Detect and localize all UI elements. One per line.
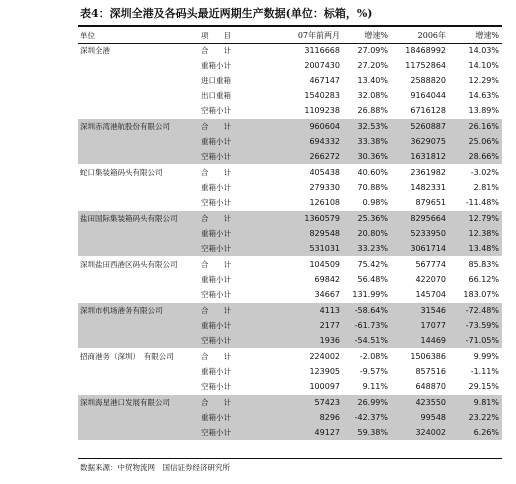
unit-cell [78,333,199,349]
table-row [78,149,502,165]
growth-2006-cell: 85.83% [449,257,502,273]
unit-cell [78,318,199,333]
unit-cell: 蛇口集装箱码头有限公司 [78,165,199,181]
growth-2006-cell: 14.63% [468,91,499,100]
unit-cell [78,364,199,379]
value-2006-cell: 11752864 [405,61,446,70]
table-row [78,73,502,88]
growth-2006-cell: 13.48% [449,241,502,257]
unit-cell [78,103,199,119]
table-row [78,134,502,149]
growth-2007-cell: 30.36% [343,149,391,165]
header-2006-value: 2006年 [417,31,446,40]
growth-2006-cell: 2.81% [473,183,499,192]
table-row [78,180,502,195]
table-row [78,257,502,273]
value-2006-cell: 145704 [415,290,446,299]
value-2006-cell: 857516 [415,367,446,376]
source-note: 数据来源：中贸物流网 国信证券经济研究所 [80,463,230,472]
table-row [78,395,502,411]
item-cell: 空箱小计 [201,290,231,299]
item-cell: 重箱小计 [199,134,283,149]
value-2007-cell: 279330 [309,183,340,192]
table-row [78,226,502,241]
value-2007-cell: 405438 [283,165,343,181]
item-cell: 合 计 [199,257,283,273]
growth-2007-cell: 33.38% [343,134,391,149]
value-2007-cell: 224002 [283,349,343,365]
table-row [78,211,502,227]
table-row [78,103,502,119]
table-row [78,364,502,379]
growth-2007-cell: 9.11% [362,382,388,391]
value-2006-cell: 423550 [391,395,449,411]
growth-2006-cell: 66.12% [468,275,499,284]
value-2006-cell: 8295664 [391,211,449,227]
value-2006-cell: 6716128 [410,106,446,115]
item-cell: 合 计 [199,349,283,365]
item-cell: 重箱小计 [201,275,231,284]
item-cell: 合 计 [199,303,283,319]
growth-2007-cell: 56.48% [357,275,388,284]
value-2007-cell: 531031 [283,241,343,257]
unit-cell: 深圳市机场港务有限公司 [78,303,199,319]
value-2007-cell: 104509 [283,257,343,273]
unit-cell [78,379,199,395]
value-2007-cell: 829548 [283,226,343,241]
item-cell: 重箱小计 [199,410,283,425]
item-cell: 空箱小计 [199,241,283,257]
item-cell: 合 计 [199,211,283,227]
value-2006-cell: 2588820 [410,76,446,85]
growth-2006-cell: 14.03% [468,46,499,55]
growth-2006-cell: 12.79% [449,211,502,227]
growth-2006-cell: 25.06% [449,134,502,149]
unit-cell [78,287,199,303]
table-row [78,333,502,349]
port-production-table [78,29,502,440]
unit-cell: 深圳盐田西港区码头有限公司 [78,257,199,273]
growth-2007-cell: 13.40% [357,76,388,85]
growth-2007-cell: 27.09% [357,46,388,55]
header-2006-growth: 增速% [475,31,499,40]
growth-2006-cell: 28.66% [449,149,502,165]
growth-2006-cell: 13.89% [468,106,499,115]
header-2007-growth: 增速% [364,31,388,40]
growth-2006-cell: 26.16% [449,119,502,135]
value-2007-cell: 467147 [309,76,340,85]
item-cell: 合 计 [199,119,283,135]
value-2006-cell: 1631812 [391,149,449,165]
item-cell: 重箱小计 [201,61,231,70]
table-row [78,379,502,395]
item-cell: 合 计 [199,165,283,181]
value-2006-cell: 567774 [391,257,449,273]
unit-cell [78,134,199,149]
growth-2007-cell: -61.73% [343,318,391,333]
growth-2007-cell: -2.08% [343,349,391,365]
table-row [78,43,502,58]
value-2006-cell: 3629075 [391,134,449,149]
item-cell: 合 计 [201,46,231,55]
header-unit: 单位 [80,31,95,40]
value-2007-cell: 57423 [283,395,343,411]
item-cell: 空箱小计 [201,198,231,207]
growth-2007-cell: 131.99% [352,290,388,299]
value-2007-cell: 126108 [309,198,340,207]
growth-2007-cell: 32.08% [357,91,388,100]
growth-2007-cell: 20.80% [343,226,391,241]
growth-2006-cell: 12.29% [468,76,499,85]
item-cell: 空箱小计 [199,425,283,440]
unit-cell [78,58,199,73]
item-cell: 合 计 [199,395,283,411]
table-top-rule [78,25,502,27]
value-2007-cell: 1360579 [283,211,343,227]
unit-cell: 深圳海星港口发展有限公司 [78,395,199,411]
value-2007-cell: 2007430 [304,61,340,70]
value-2006-cell: 422070 [415,275,446,284]
unit-cell [78,410,199,425]
value-2007-cell: 1936 [283,333,343,349]
growth-2006-cell: 29.15% [468,382,499,391]
value-2006-cell: 5233950 [391,226,449,241]
growth-2007-cell: 26.88% [357,106,388,115]
value-2007-cell: 69842 [314,275,340,284]
table-row [78,241,502,257]
growth-2006-cell: -73.59% [449,318,502,333]
value-2007-cell: 2177 [283,318,343,333]
value-2007-cell: 49127 [283,425,343,440]
value-2007-cell: 4113 [283,303,343,319]
growth-2007-cell: 26.99% [343,395,391,411]
growth-2006-cell: 183.07% [463,290,499,299]
table-row [78,349,502,365]
growth-2007-cell: 40.60% [343,165,391,181]
header-2007-value: 07年前两月 [297,31,340,40]
unit-cell [78,241,199,257]
unit-cell [78,195,199,211]
growth-2007-cell: 75.42% [343,257,391,273]
unit-cell: 盐田国际集装箱码头有限公司 [78,211,199,227]
growth-2006-cell: -71.05% [449,333,502,349]
value-2007-cell: 1109238 [304,106,340,115]
table-row [78,318,502,333]
growth-2007-cell: -9.57% [359,367,388,376]
table-row [78,425,502,440]
table-bottom-rule [78,458,502,459]
growth-2006-cell: 9.99% [449,349,502,365]
value-2006-cell: 1482331 [410,183,446,192]
unit-cell [78,180,199,195]
table-row [78,165,502,181]
item-cell: 空箱小计 [199,333,283,349]
item-cell: 空箱小计 [201,106,231,115]
growth-2007-cell: 27.20% [357,61,388,70]
value-2006-cell: 17077 [391,318,449,333]
value-2006-cell: 324002 [391,425,449,440]
item-cell: 出口重箱 [201,91,231,100]
value-2006-cell: 648870 [415,382,446,391]
growth-2006-cell: 6.26% [449,425,502,440]
unit-cell [78,226,199,241]
item-cell: 空箱小计 [201,382,231,391]
unit-cell [78,425,199,440]
growth-2007-cell: 0.98% [362,198,388,207]
growth-2006-cell: -11.48% [465,198,499,207]
unit-cell [78,149,199,165]
table-body [78,43,502,440]
table-row [78,303,502,319]
growth-2006-cell: 12.38% [449,226,502,241]
item-cell: 重箱小计 [199,226,283,241]
value-2007-cell: 123905 [309,367,340,376]
growth-2006-cell: 23.22% [449,410,502,425]
growth-2007-cell: 33.23% [343,241,391,257]
value-2007-cell: 3116668 [304,46,340,55]
growth-2006-cell: -72.48% [449,303,502,319]
table-row [78,119,502,135]
value-2006-cell: 99548 [391,410,449,425]
value-2006-cell: 2361982 [391,165,449,181]
unit-cell: 深圳全港 [80,46,110,55]
growth-2007-cell: -42.37% [343,410,391,425]
value-2007-cell: 694332 [283,134,343,149]
item-cell: 重箱小计 [199,318,283,333]
growth-2007-cell: 59.38% [343,425,391,440]
header-item: 项 目 [201,31,231,40]
growth-2006-cell: -3.02% [449,165,502,181]
unit-cell [78,272,199,287]
growth-2007-cell: 25.36% [343,211,391,227]
unit-cell [78,88,199,103]
value-2006-cell: 14469 [391,333,449,349]
growth-2007-cell: 32.53% [343,119,391,135]
growth-2007-cell: -58.64% [343,303,391,319]
unit-cell: 深圳赤湾港航股份有限公司 [78,119,199,135]
item-cell: 空箱小计 [199,149,283,165]
growth-2007-cell: -54.51% [343,333,391,349]
table-row [78,88,502,103]
growth-2006-cell: 14.10% [468,61,499,70]
unit-cell [78,73,199,88]
value-2006-cell: 3061714 [391,241,449,257]
value-2006-cell: 5260887 [391,119,449,135]
item-cell: 重箱小计 [201,183,231,192]
growth-2007-cell: 70.88% [357,183,388,192]
header-row [78,29,502,43]
item-cell: 重箱小计 [201,367,231,376]
value-2007-cell: 266272 [283,149,343,165]
table-row [78,287,502,303]
value-2006-cell: 1506386 [391,349,449,365]
table-row [78,410,502,425]
growth-2006-cell: -1.11% [470,367,499,376]
growth-2006-cell: 9.81% [449,395,502,411]
item-cell: 进口重箱 [201,76,231,85]
value-2006-cell: 31546 [391,303,449,319]
value-2007-cell: 100097 [309,382,340,391]
value-2006-cell: 879651 [415,198,446,207]
unit-cell: 招商港务（深圳） 有限公司 [78,349,199,365]
table-row [78,195,502,211]
value-2007-cell: 960604 [283,119,343,135]
table-title: 表4：深圳全港及各码头最近两期生产数据(单位：标箱，%) [80,7,373,20]
value-2007-cell: 34667 [314,290,340,299]
value-2006-cell: 18468992 [405,46,446,55]
value-2007-cell: 1540283 [304,91,340,100]
value-2007-cell: 8296 [283,410,343,425]
table-row [78,58,502,73]
table-row [78,272,502,287]
value-2006-cell: 9164044 [410,91,446,100]
